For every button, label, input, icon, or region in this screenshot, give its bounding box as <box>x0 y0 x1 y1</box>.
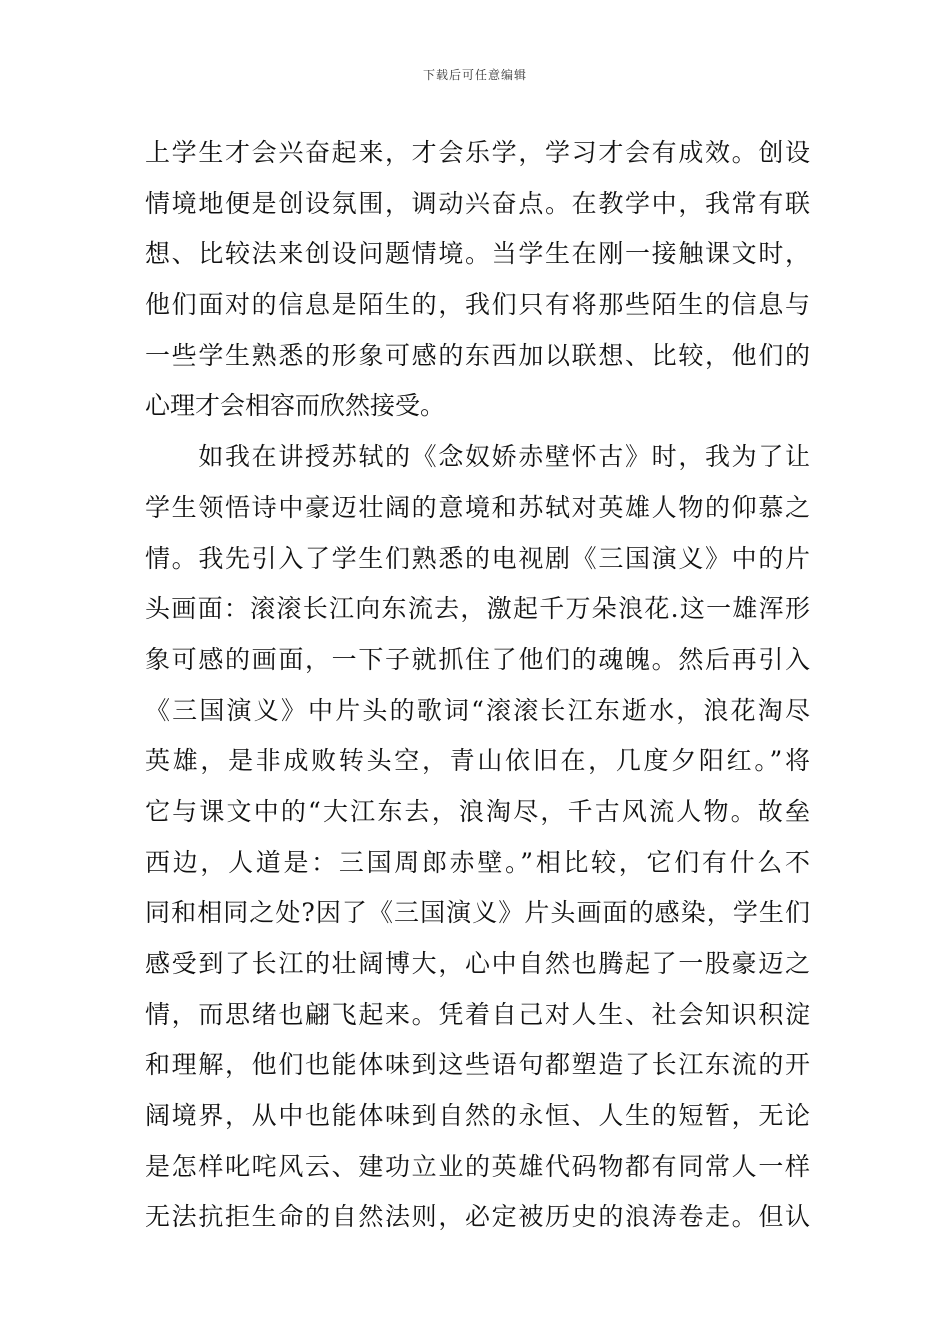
page-header: 下载后可任意编辑 <box>422 68 527 82</box>
text-line: 情境地便是创设氛围，调动兴奋点。在教学中，我常有联 <box>145 188 810 218</box>
text-line: 和理解，他们也能体味到这些语句都塑造了长江东流的开 <box>145 1050 810 1080</box>
text-line: 想、比较法来创设问题情境。当学生在刚一接触课文时， <box>145 239 810 269</box>
paragraph-1 <box>145 128 810 432</box>
text-line: 是怎样叱咤风云、建功立业的英雄代码物都有同常人一样 <box>145 1151 810 1181</box>
text-line: 他们面对的信息是陌生的，我们只有将那些陌生的信息与 <box>145 290 810 320</box>
text-line: 《三国演义》中片头的歌词“滚滚长江东逝水，浪花淘尽 <box>145 695 810 725</box>
text-line: 一些学生熟悉的形象可感的东西加以联想、比较，他们的 <box>145 340 810 370</box>
text-line: 上学生才会兴奋起来，才会乐学，学习才会有成效。创设 <box>145 138 810 167</box>
text-line: 英雄，是非成败转头空，青山依旧在，几度夕阳红。”将 <box>145 746 810 776</box>
text-line: 它与课文中的“大江东去，浪淘尽，千古风流人物。故垒 <box>145 796 810 826</box>
text-line: 头画面：滚滚长江向东流去，激起千万朵浪花.这一雄浑形 <box>145 594 810 624</box>
text-line: 情，而思绪也翩飞起来。凭着自己对人生、社会知识积淀 <box>145 999 810 1029</box>
document-body <box>145 128 810 1243</box>
paragraph-2 <box>145 432 810 1243</box>
text-line: 阔境界，从中也能体味到自然的永恒、人生的短暂，无论 <box>145 1101 810 1131</box>
text-line: 心理才会相容而欣然接受。 <box>145 391 446 421</box>
text-line: 感受到了长江的壮阔博大，心中自然也腾起了一股豪迈之 <box>145 949 810 978</box>
text-line: 象可感的画面，一下子就抓住了他们的魂魄。然后再引入 <box>145 644 810 674</box>
text-line: 无法抗拒生命的自然法则，必定被历史的浪涛卷走。但认 <box>145 1202 810 1232</box>
text-line: 学生领悟诗中豪迈壮阔的意境和苏轼对英雄人物的仰慕之 <box>145 492 810 522</box>
text-line: 情。我先引入了学生们熟悉的电视剧《三国演义》中的片 <box>145 543 810 573</box>
text-line: 同和相同之处?因了《三国演义》片头画面的感染，学生们 <box>145 898 810 928</box>
text-line: 西边，人道是：三国周郎赤壁。”相比较，它们有什么不 <box>145 847 810 877</box>
text-line: 如我在讲授苏轼的《念奴娇赤壁怀古》时，我为了让 <box>145 442 810 472</box>
